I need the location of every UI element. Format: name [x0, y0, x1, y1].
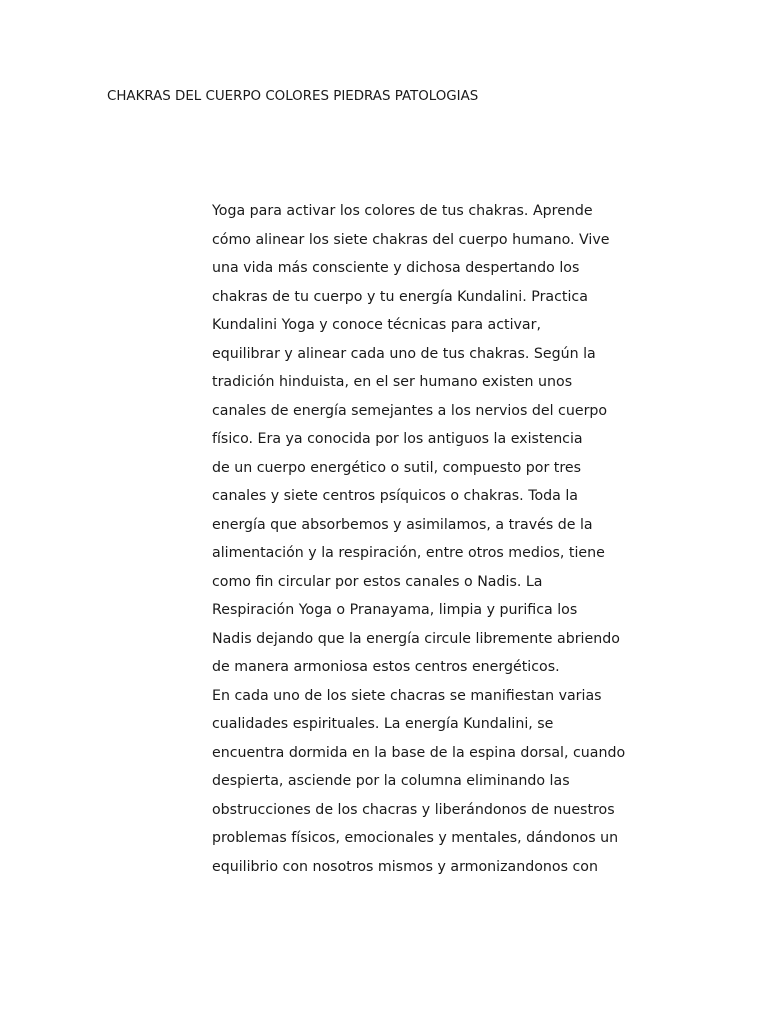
text-line: encuentra dormida en la base de la espina dorsal, cuando: [212, 744, 626, 761]
text-line: En cada uno de los siete chacras se manifiestan varias: [212, 687, 602, 704]
text-line: de manera armoniosa estos centros energéticos.: [212, 659, 560, 675]
text-line: canales de energía semejantes a los nervios del cuerpo: [212, 402, 608, 419]
text-line: tradición hinduista, en el ser humano existen unos: [212, 374, 573, 390]
text-line: energía que absorbemos y asimilamos, a través de la: [212, 516, 593, 533]
text-line: problemas físicos, emocionales y mentales, dándonos un: [212, 830, 619, 846]
text-line: cómo alinear los siete chakras del cuerpo humano. Vive: [212, 231, 610, 248]
text-line: una vida más consciente y dichosa despertando los: [212, 260, 580, 276]
document-title: CHAKRAS DEL CUERPO COLORES PIEDRAS PATOLOGIAS: [107, 89, 479, 104]
text-line: alimentación y la respiración, entre otros medios, tiene: [212, 545, 605, 561]
text-line: Yoga para activar los colores de tus chakras. Aprende: [212, 203, 593, 219]
text-line: Kundalini Yoga y conoce técnicas para activar,: [212, 317, 541, 333]
text-line: obstrucciones de los chacras y liberándonos de nuestros: [212, 801, 615, 818]
text-line: equilibrio con nosotros mismos y armonizandonos con: [212, 858, 598, 875]
text-line: canales y siete centros psíquicos o chakras. Toda la: [212, 488, 578, 504]
text-line: de un cuerpo energético o sutil, compuesto por tres: [212, 459, 581, 476]
document-body: [212, 197, 632, 881]
text-line: despierta, asciende por la columna eliminando las: [212, 773, 570, 789]
text-line: físico. Era ya conocida por los antiguos la existencia: [212, 431, 583, 447]
text-line: chakras de tu cuerpo y tu energía Kundalini. Practica: [212, 288, 588, 305]
text-line: cualidades espirituales. La energía Kundalini, se: [212, 716, 554, 732]
text-line: equilibrar y alinear cada uno de tus chakras. Según la: [212, 345, 596, 362]
text-line: como fin circular por estos canales o Nadis. La: [212, 573, 543, 590]
text-line: Respiración Yoga o Pranayama, limpia y purifica los: [212, 602, 578, 618]
text-line: Nadis dejando que la energía circule libremente abriendo: [212, 630, 620, 647]
